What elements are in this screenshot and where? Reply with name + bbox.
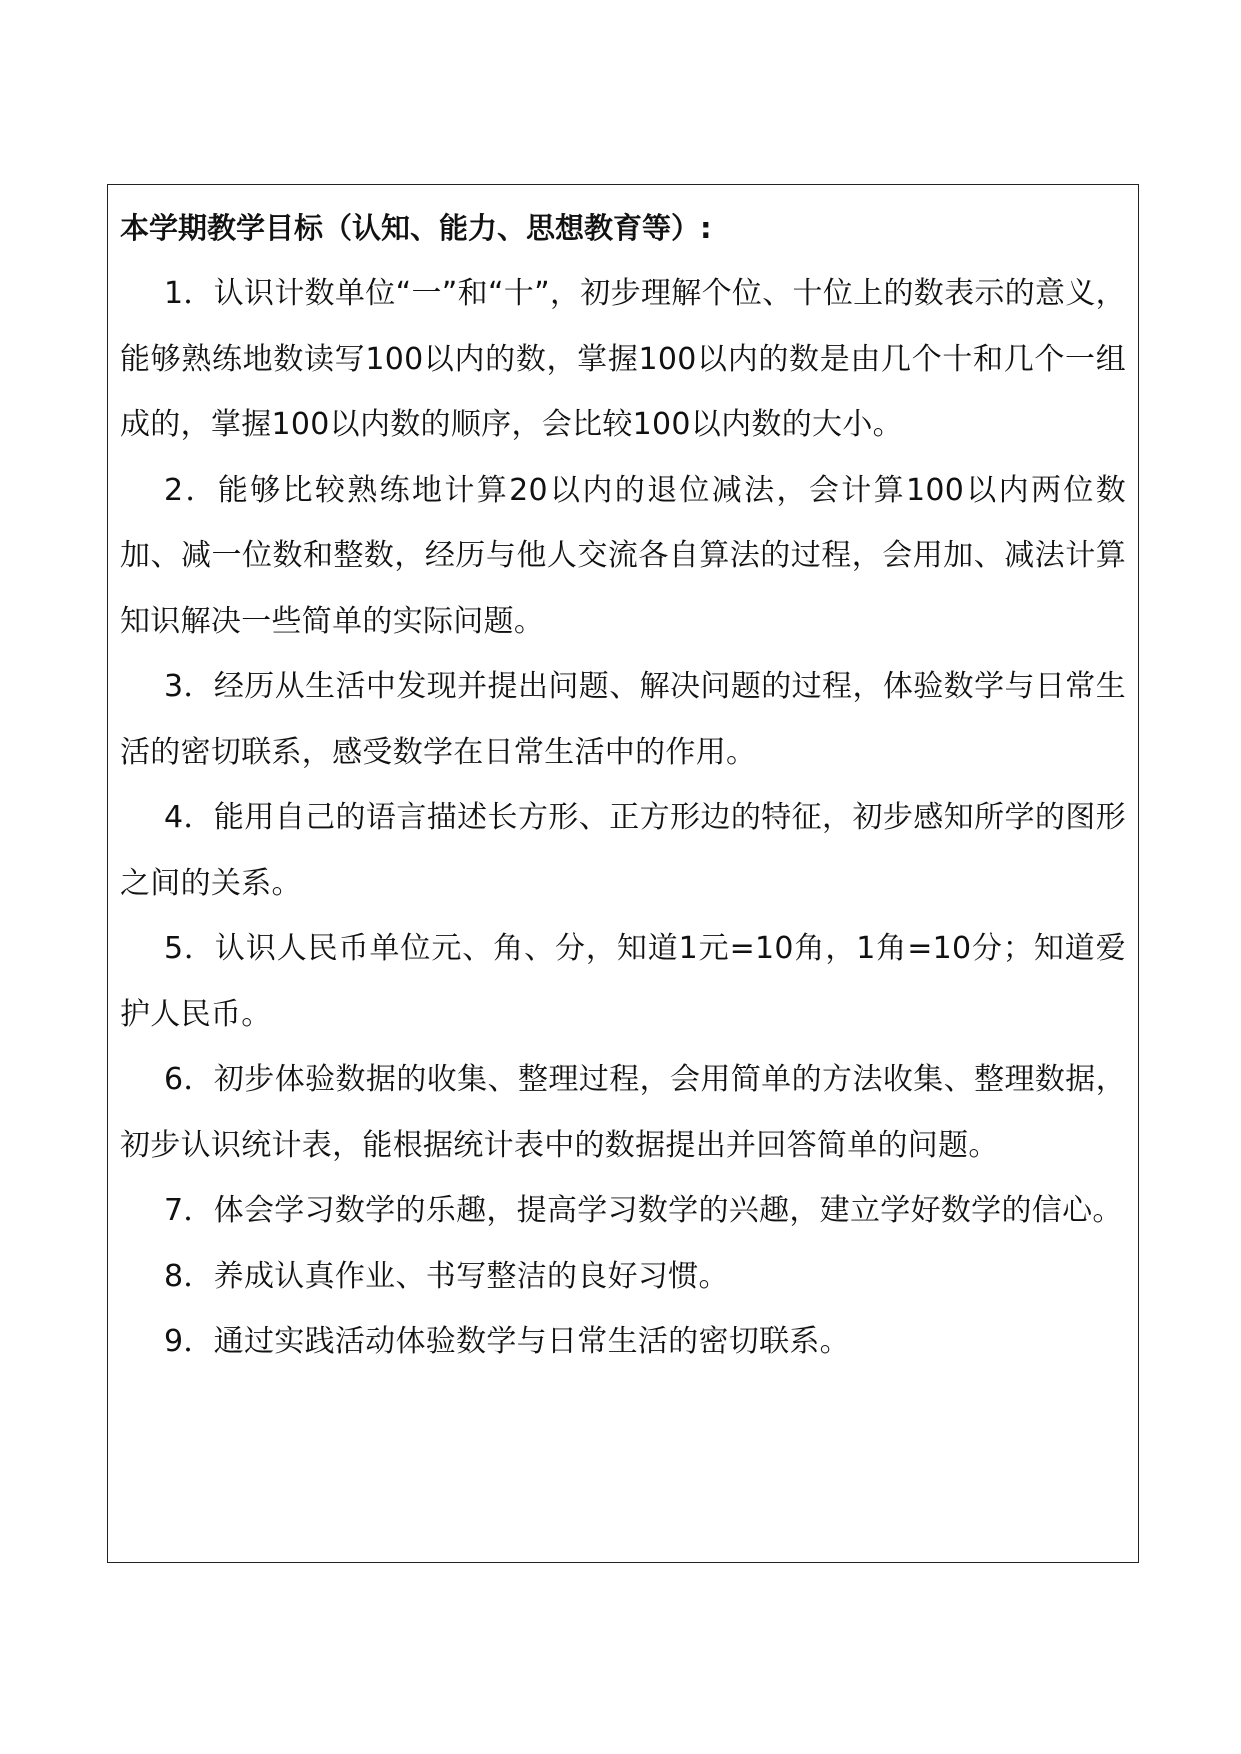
goals-heading: 本学期教学目标（认知、能力、思想教育等）: (120, 211, 712, 245)
goal-item-2: 2．能够比较熟练地计算20以内的退位减法，会计算100以内两位数加、减一位数和整数，经历与他人交流各自算法的过程，会用加、减法计算知识解决一些简单的实际问题。 (120, 472, 1126, 639)
goal-item-8: 8．养成认真作业、书写整洁的良好习惯。 (164, 1258, 729, 1294)
goal-item-1: 1．认识计数单位“一”和“十”，初步理解个位、十位上的数表示的意义，能够熟练地数读写100以内的数，掌握100以内的数是由几个十和几个一组成的，掌握100以内数的顺序，会比较100以内数的大小。 (120, 276, 1126, 442)
goal-item-9: 9．通过实践活动体验数学与日常生活的密切联系。 (164, 1324, 850, 1359)
goal-item-5: 5．认识人民币单位元、角、分，知道1元=10角，1角=10分；知道爱护人民币。 (120, 931, 1126, 1032)
goal-item-4: 4．能用自己的语言描述长方形、正方形边的特征，初步感知所学的图形之间的关系。 (120, 800, 1126, 901)
teaching-goals-box (107, 184, 1139, 1563)
goal-item-6: 6．初步体验数据的收集、整理过程，会用简单的方法收集、整理数据，初步认识统计表，能根据统计表中的数据提出并回答简单的问题。 (120, 1062, 1126, 1163)
goal-item-3: 3．经历从生活中发现并提出问题、解决问题的过程，体验数学与日常生活的密切联系，感受数学在日常生活中的作用。 (120, 669, 1126, 770)
goal-item-7: 7．体会学习数学的乐趣，提高学习数学的兴趣，建立学好数学的信心。 (164, 1193, 1123, 1228)
